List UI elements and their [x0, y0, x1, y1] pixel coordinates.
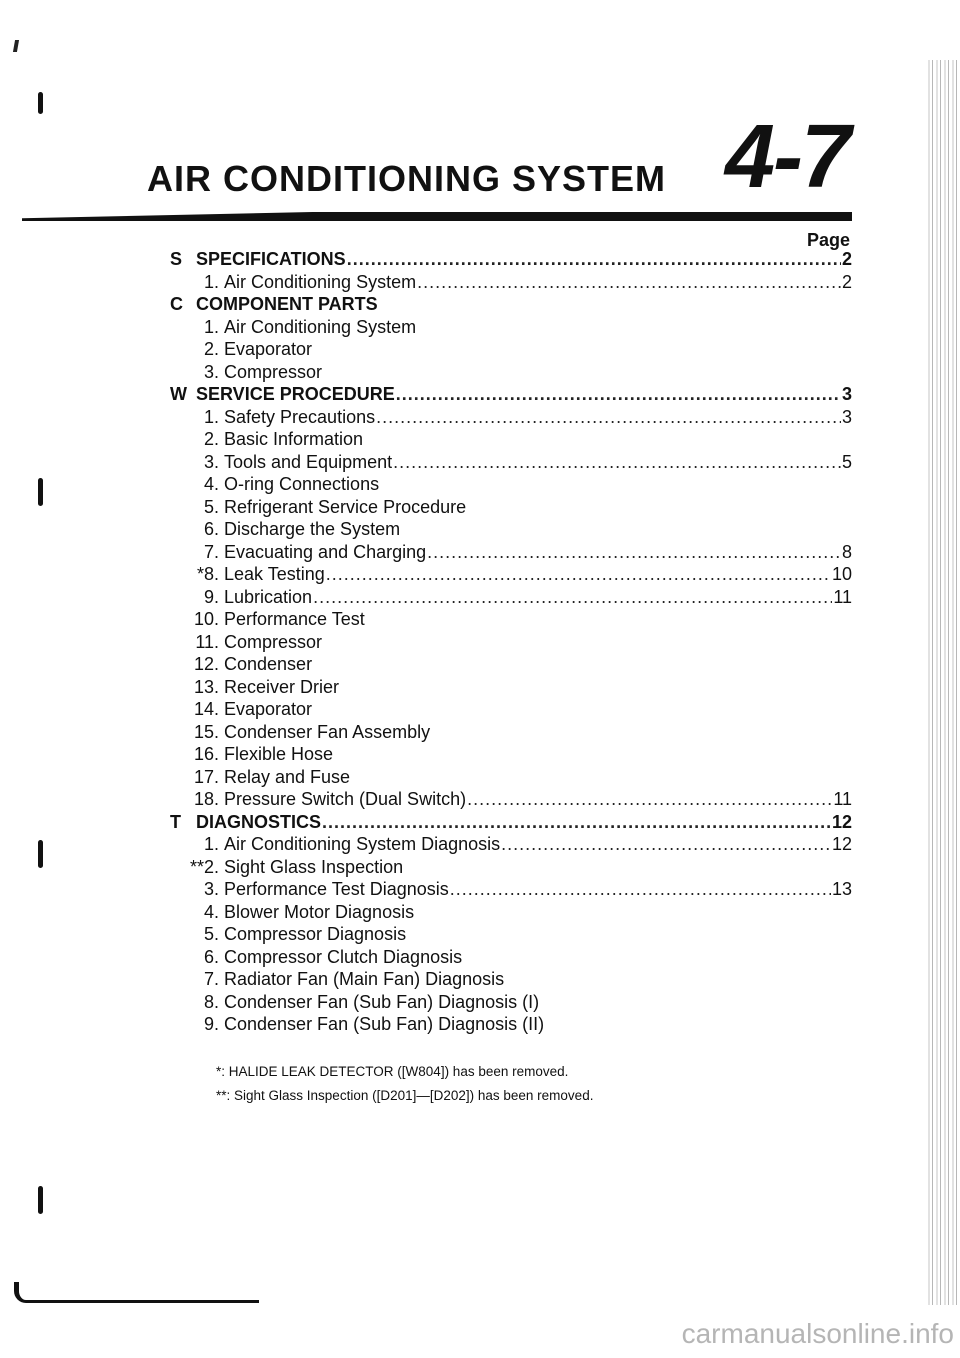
- toc-item-number: *8.: [196, 564, 219, 584]
- toc-entry-label: [186, 541, 426, 564]
- toc-entry-label: [181, 653, 312, 676]
- toc-entry-label: [186, 451, 392, 474]
- toc-section-row: [170, 383, 852, 406]
- toc-entry-text: Discharge the System: [224, 519, 401, 539]
- footnote-2: **: Sight Glass Inspection ([D201]—[D202]) has been removed.: [216, 1088, 594, 1103]
- toc-item-row: [170, 676, 852, 699]
- toc-entry-label: [186, 586, 312, 609]
- toc-page-number: 2: [841, 271, 852, 292]
- toc-entry-label: [186, 496, 466, 519]
- toc-item-row: [170, 653, 852, 676]
- toc-item-row: [170, 743, 852, 766]
- toc-entry-label: [186, 338, 312, 361]
- toc-entry-text: Air Conditioning System: [224, 271, 417, 292]
- toc-item-row: [170, 518, 852, 541]
- toc-leader-dots: [467, 788, 832, 811]
- toc-entry-text: Pressure Switch (Dual Switch): [224, 789, 467, 809]
- toc-entry-label: [186, 428, 363, 451]
- toc-item-number: 12.: [193, 654, 219, 674]
- toc-leader-dots: [450, 878, 831, 901]
- toc-item-row: [170, 788, 852, 811]
- toc-item-row: [170, 496, 852, 519]
- toc-item-number: 10.: [193, 609, 219, 629]
- toc-leader-dots: [427, 541, 841, 564]
- toc-entry-text: COMPONENT PARTS: [196, 294, 378, 314]
- toc-item-number: 16.: [193, 744, 219, 764]
- toc-entry-text: Refrigerant Service Procedure: [224, 496, 467, 517]
- toc-item-row: [170, 991, 852, 1014]
- toc-item-number: 1.: [203, 271, 219, 292]
- toc-entry-label: [170, 248, 346, 271]
- toc-entry-text: Performance Test Diagnosis: [224, 879, 449, 899]
- scan-corner-mark: [13, 40, 19, 52]
- toc-entry-label: [186, 833, 500, 856]
- toc-section-row: [170, 811, 852, 834]
- toc-item-row: [170, 878, 852, 901]
- toc-entry-text: Compressor: [224, 631, 323, 652]
- toc-leader-dots: [326, 563, 831, 586]
- toc-item-number: 3.: [203, 879, 219, 899]
- toc-entry-label: [181, 788, 466, 811]
- toc-entry-text: Relay and Fuse: [224, 766, 351, 787]
- toc-item-row: [170, 541, 852, 564]
- toc-page-number: 5: [841, 451, 852, 472]
- toc-item-number: 1.: [203, 834, 219, 854]
- toc-entry-text: Performance Test: [224, 609, 365, 629]
- binder-hole-mark: [38, 92, 43, 114]
- toc-item-row: [170, 698, 852, 721]
- toc-entry-text: O-ring Connections: [224, 474, 380, 494]
- toc-page-number: 2: [841, 249, 852, 269]
- footnote-1: *: HALIDE LEAK DETECTOR ([W804]) has been removed.: [216, 1064, 569, 1079]
- toc-item-number: 3.: [203, 451, 219, 472]
- toc-entry-label: [170, 293, 378, 316]
- toc-page-number: 3: [841, 384, 852, 404]
- toc-item-number: 6.: [203, 946, 219, 967]
- toc-page-number: 10: [831, 564, 852, 584]
- toc-entry-label: [181, 631, 322, 654]
- toc-item-number: 17.: [193, 766, 219, 787]
- toc-entry-label: [186, 563, 325, 586]
- toc-item-row: [170, 316, 852, 339]
- toc-item-number: 14.: [193, 699, 219, 719]
- toc-item-number: 7.: [203, 969, 219, 989]
- toc-entry-label: [181, 676, 339, 699]
- toc-entry-text: Evaporator: [224, 339, 313, 359]
- toc-item-row: [170, 563, 852, 586]
- toc-leader-dots: [347, 248, 841, 271]
- toc-entry-label: [181, 721, 430, 744]
- toc-item-row: [170, 338, 852, 361]
- toc-page-number: 13: [831, 879, 852, 899]
- toc-item-row: [170, 361, 852, 384]
- toc-leader-dots: [393, 451, 841, 474]
- watermark: carmanualsonline.info: [681, 1318, 954, 1349]
- toc-entry-text: Compressor Diagnosis: [224, 924, 407, 944]
- toc-entry-label: [186, 856, 403, 879]
- toc-entry-text: Safety Precautions: [224, 406, 376, 427]
- toc-leader-dots: [501, 833, 831, 856]
- toc-entry-label: [186, 473, 379, 496]
- toc-entry-text: Tools and Equipment: [224, 451, 393, 472]
- toc-item-number: 2.: [203, 429, 219, 449]
- toc-entry-label: [186, 406, 375, 429]
- toc-item-number: **2.: [189, 856, 219, 877]
- toc-entry-text: Receiver Drier: [224, 676, 340, 697]
- toc-entry-text: Condenser Fan (Sub Fan) Diagnosis (I): [224, 991, 540, 1012]
- toc-item-row: [170, 608, 852, 631]
- toc-item-number: 5.: [203, 496, 219, 517]
- toc-item-number: 4.: [203, 901, 219, 922]
- toc-entry-text: Flexible Hose: [224, 744, 334, 764]
- toc-section-row: [170, 248, 852, 271]
- toc-item-number: 11.: [195, 631, 219, 652]
- toc-item-row: [170, 473, 852, 496]
- header-rule: [22, 212, 852, 221]
- toc-item-number: 4.: [203, 474, 219, 494]
- toc-entry-label: [181, 608, 365, 631]
- toc-entry-label: [186, 316, 416, 339]
- toc-entry-label: [186, 1013, 544, 1036]
- toc-entry-text: Compressor: [224, 361, 323, 382]
- chapter-title: AIR CONDITIONING SYSTEM: [147, 158, 667, 199]
- toc-item-row: [170, 631, 852, 654]
- toc-entry-text: Lubrication: [224, 586, 313, 607]
- toc-entry-label: [181, 698, 312, 721]
- binder-hole-mark: [38, 478, 43, 506]
- toc-entry-text: Leak Testing: [224, 564, 325, 584]
- toc-item-row: [170, 406, 852, 429]
- toc-entry-text: Radiator Fan (Main Fan) Diagnosis: [224, 969, 505, 989]
- footnotes: [216, 1060, 593, 1108]
- toc-section-code: C: [170, 294, 183, 314]
- toc-item-row: [170, 833, 852, 856]
- toc-leader-dots: [322, 811, 831, 834]
- toc-item-row: [170, 901, 852, 924]
- toc-item-number: 3.: [203, 361, 219, 382]
- toc-entry-label: [186, 968, 504, 991]
- toc-item-number: 6.: [203, 519, 219, 539]
- table-of-contents: [170, 248, 852, 1036]
- toc-entry-text: Evacuating and Charging: [224, 541, 427, 562]
- toc-item-row: [170, 586, 852, 609]
- toc-item-row: [170, 428, 852, 451]
- toc-section-row: [170, 293, 852, 316]
- toc-item-number: 5.: [203, 924, 219, 944]
- toc-leader-dots: [376, 406, 841, 429]
- toc-item-number: 7.: [203, 541, 219, 562]
- toc-leader-dots: [417, 271, 841, 294]
- toc-entry-label: [186, 991, 539, 1014]
- toc-entry-label: [186, 271, 416, 294]
- toc-item-number: 2.: [203, 339, 219, 359]
- toc-entry-text: Air Conditioning System: [224, 316, 417, 337]
- toc-item-number: 8.: [203, 991, 219, 1012]
- toc-item-number: 1.: [203, 406, 219, 427]
- toc-item-row: [170, 271, 852, 294]
- toc-page-number: 11: [833, 586, 852, 607]
- toc-entry-label: [181, 766, 350, 789]
- toc-entry-label: [186, 923, 406, 946]
- binder-hole-mark: [38, 840, 43, 868]
- toc-item-row: [170, 856, 852, 879]
- toc-item-row: [170, 923, 852, 946]
- toc-entry-text: Condenser Fan Assembly: [224, 721, 431, 742]
- toc-leader-dots: [396, 383, 841, 406]
- scan-bottom-mark: [14, 1282, 259, 1303]
- chapter-number: 4-7: [725, 107, 850, 207]
- page-column-label: Page: [806, 230, 850, 250]
- toc-entry-label: [186, 878, 449, 901]
- toc-page-number: 11: [833, 789, 852, 809]
- toc-page-number: 8: [841, 541, 852, 562]
- toc-item-row: [170, 968, 852, 991]
- toc-entry-text: SERVICE PROCEDURE: [196, 384, 395, 404]
- toc-page-number: 12: [831, 811, 852, 832]
- toc-item-number: 15.: [193, 721, 219, 742]
- toc-item-number: 1.: [203, 316, 219, 337]
- toc-entry-text: SPECIFICATIONS: [196, 249, 346, 269]
- toc-item-row: [170, 721, 852, 744]
- toc-item-row: [170, 766, 852, 789]
- toc-section-code: S: [170, 249, 183, 269]
- toc-entry-text: Evaporator: [224, 699, 313, 719]
- toc-entry-text: Condenser: [224, 654, 313, 674]
- toc-page-number: 12: [831, 834, 852, 854]
- toc-entry-text: DIAGNOSTICS: [196, 811, 322, 832]
- toc-entry-label: [181, 743, 333, 766]
- toc-entry-text: Blower Motor Diagnosis: [224, 901, 415, 922]
- toc-entry-label: [186, 946, 462, 969]
- toc-entry-text: Condenser Fan (Sub Fan) Diagnosis (II): [224, 1014, 545, 1034]
- toc-item-number: 9.: [203, 586, 219, 607]
- toc-section-code: W: [170, 384, 187, 404]
- binder-hole-mark: [38, 1186, 43, 1214]
- toc-entry-text: Air Conditioning System Diagnosis: [224, 834, 501, 854]
- toc-page-number: 3: [841, 406, 852, 427]
- toc-item-row: [170, 451, 852, 474]
- toc-entry-text: Compressor Clutch Diagnosis: [224, 946, 463, 967]
- toc-entry-label: [186, 901, 414, 924]
- toc-item-number: 9.: [203, 1014, 219, 1034]
- toc-entry-text: Sight Glass Inspection: [224, 856, 404, 877]
- toc-item-row: [170, 1013, 852, 1036]
- scan-spine-shadow: [928, 60, 960, 1305]
- toc-item-number: 18.: [193, 789, 219, 809]
- toc-entry-label: [186, 518, 400, 541]
- toc-entry-text: Basic Information: [224, 429, 364, 449]
- toc-item-row: [170, 946, 852, 969]
- toc-entry-label: [170, 811, 321, 834]
- toc-item-number: 13.: [193, 676, 219, 697]
- toc-section-code: T: [170, 811, 181, 832]
- toc-leader-dots: [313, 586, 832, 609]
- toc-entry-label: [186, 361, 322, 384]
- toc-entry-label: [170, 383, 395, 406]
